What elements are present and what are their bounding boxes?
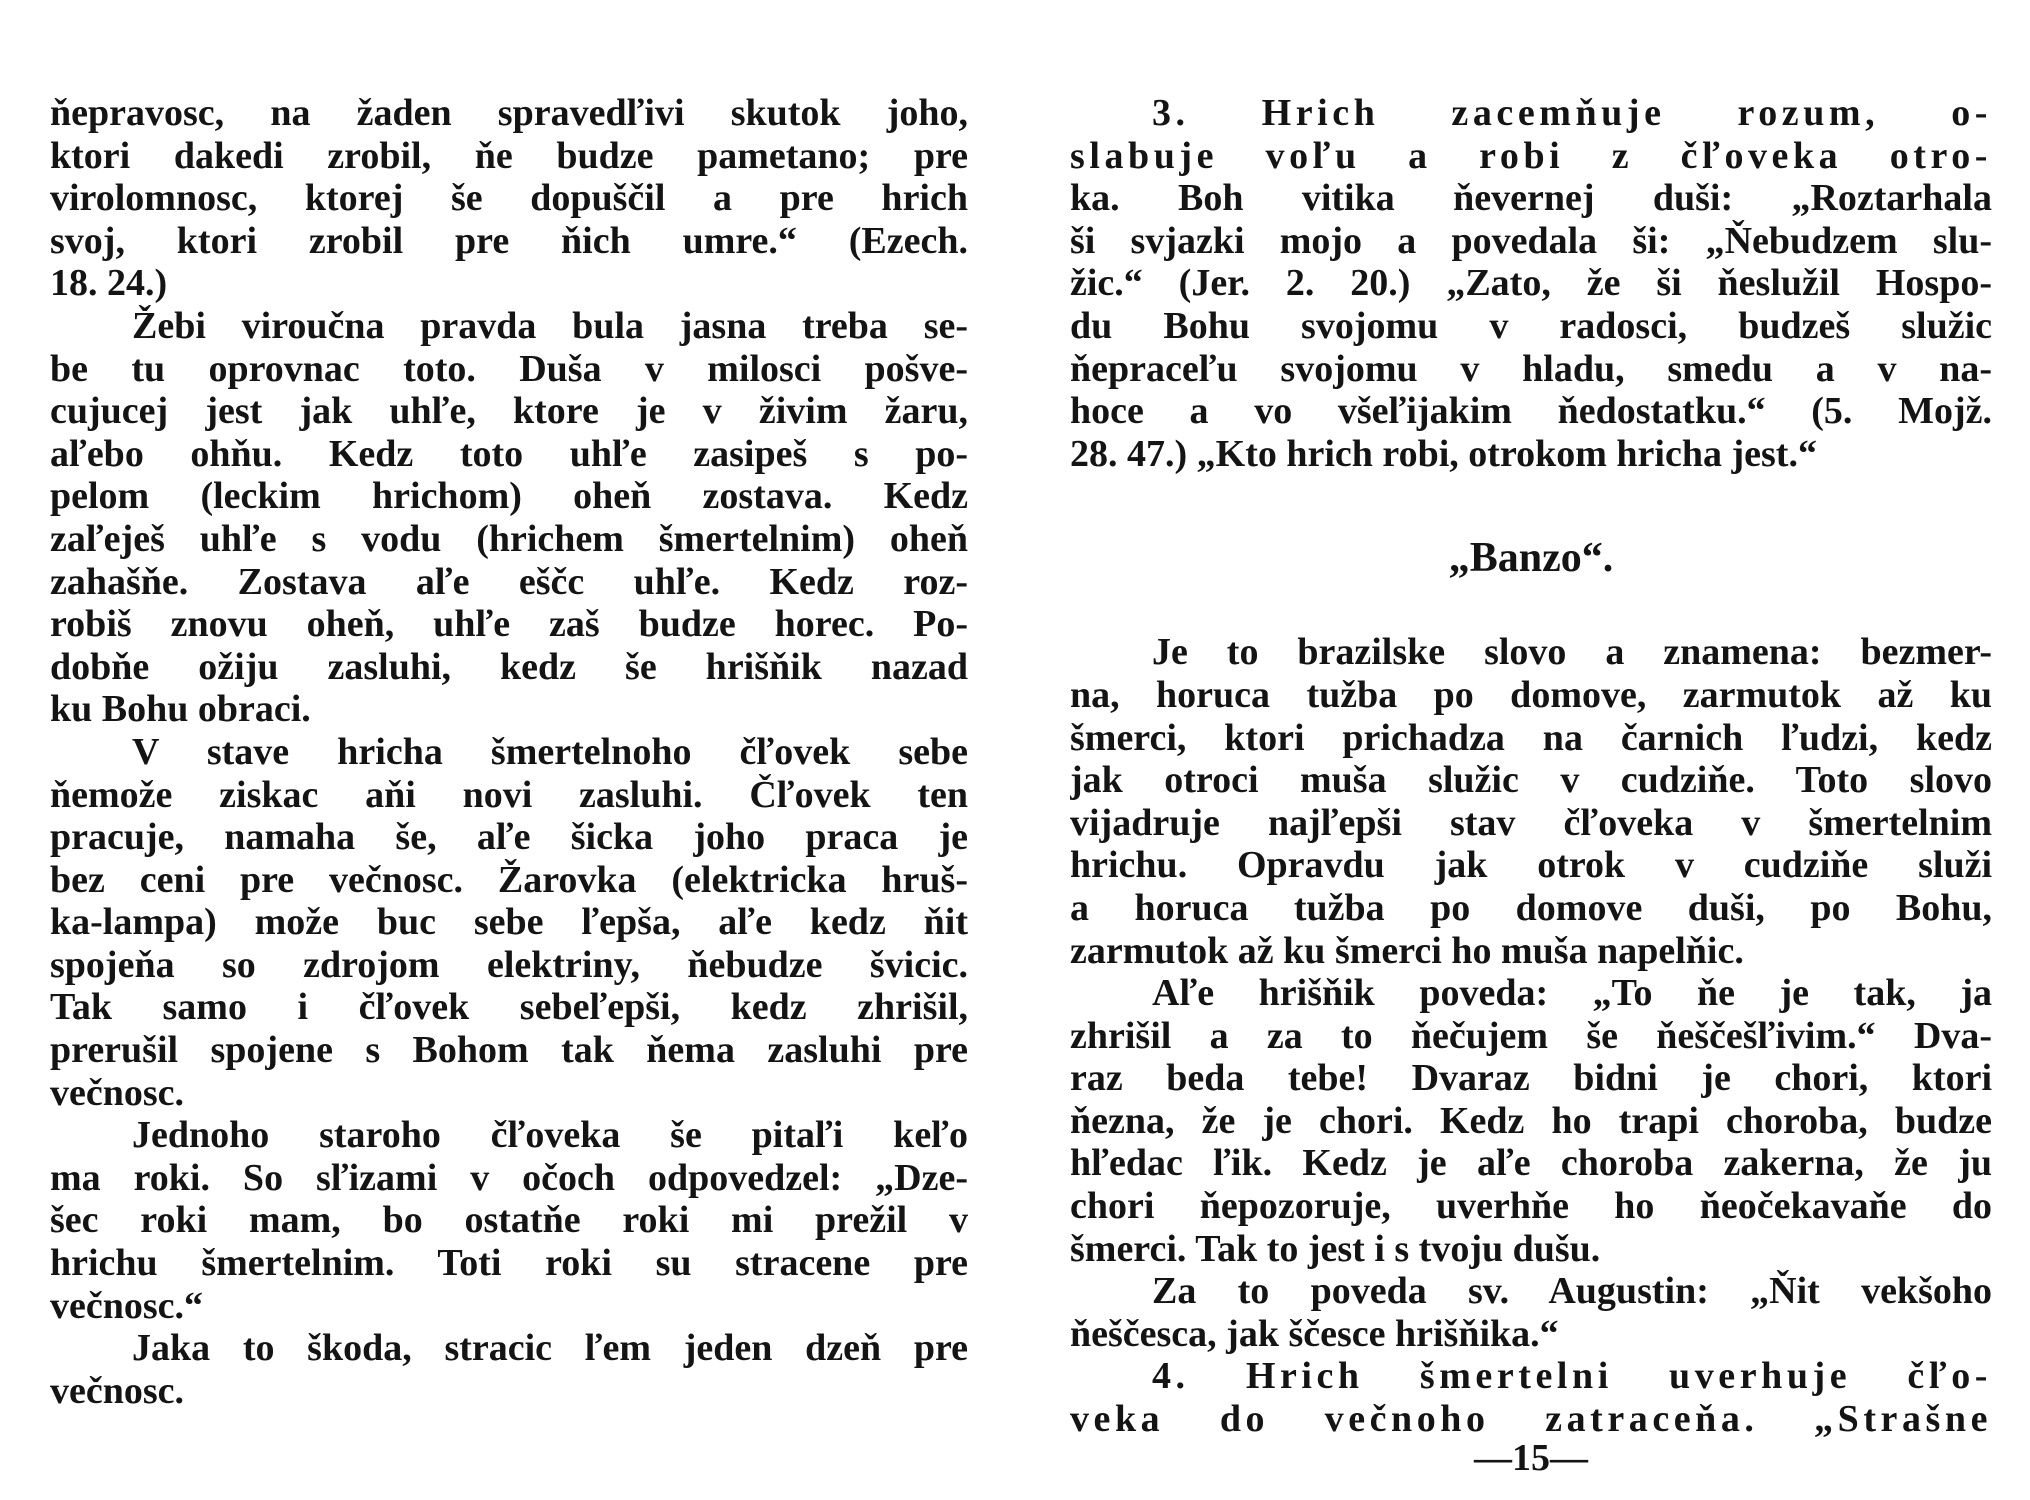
text-line: hrichu. Opravdu jak otrok v cudziňe služi [1070,844,1992,887]
text-line: na, horuca tužba po domove, zarmutok až ku [1070,673,1992,716]
left-page [50,92,968,1412]
text-line: spojeňa so zdrojom elektriny, ňebudze švicic. [50,943,968,986]
text-line: robiš znovu oheň, uhľe zaš budze horec. Po- [50,603,968,646]
text-line: raz beda tebe! Dvaraz bidni je chori, ktori [1070,1057,1992,1100]
text-line: zahašňe. Zostava aľe eščc uhľe. Kedz roz- [50,560,968,603]
text-line: aľebo ohňu. Kedz toto uhľe zasipeš s po- [50,432,968,475]
text-line: dobňe ožiju zasluhi, kedz še hrišňik nazad [50,645,968,688]
text-line: ktori dakedi zrobil, ňe budze pametano; pre [50,134,968,177]
text-line: 28. 47.) „Kto hrich robi, otrokom hricha jest.“ [1070,432,1817,475]
text-line: šmerci, ktori prichadza na čarnich ľudzi, kedz [1070,716,1992,759]
text-line: šmerci. Tak to jest i s tvoju dušu. [1070,1227,1601,1270]
text-line: Aľe hrišňik poveda: „To ňe je tak, ja [1152,972,1992,1015]
text-line: hrichu šmertelnim. Toti roki su stracene pre [50,1242,968,1285]
text-line: ku Bohu obraci. [50,688,311,731]
text-line: Jednoho staroho čľoveka še pitaľi keľo [132,1114,968,1157]
right-page-bottom-text [1070,631,1992,1440]
text-line: a horuca tužba po domove duši, po Bohu, [1070,886,1992,929]
text-line: ňepraceľu svojomu v hladu, smedu a v na- [1070,347,1992,390]
page-number: —15— [1474,1437,1588,1479]
text-line: zaľeješ uhľe s vodu (hrichem šmertelnim) oheň [50,517,968,560]
text-line: pracuje, namaha še, aľe šicka joho praca je [50,816,968,859]
text-line: ka-lampa) može buc sebe ľepša, aľe kedz ňit [50,901,968,944]
text-line: veka do večnoho zatraceňa. „Strašne [1070,1398,1992,1441]
text-line: bez ceni pre večnosc. Žarovka (elektricka hruš- [50,858,968,901]
text-line: jak otroci muša služic v cudziňe. Toto slovo [1070,759,1992,802]
text-line: ma roki. So sľizami v očoch odpovedzel: „Dze- [50,1156,968,1199]
text-line: ňemože ziskac aňi novi zasluhi. Čľovek ten [50,773,968,816]
right-page [1070,92,1992,1441]
text-line: Jaka to škoda, stracic ľem jeden dzeň pre [132,1327,968,1370]
text-line: hoce a vo všeľijakim ňedostatku.“ (5. Mojž. [1070,390,1992,433]
text-line: večnosc.“ [50,1284,204,1327]
text-line: ši svjazki mojo a povedala ši: „Ňebudzem slu- [1070,219,1992,262]
text-line: slabuje voľu a robi z čľoveka otro- [1070,134,1992,177]
text-line: be tu oprovnac toto. Duša v milosci pošve- [50,347,968,390]
text-line: zhrišil a za to ňečujem še ňeščešľivim.“ Dva- [1070,1014,1992,1057]
text-line: pelom (leckim hrichom) oheň zostava. Kedz [50,475,968,518]
text-line: 3. Hrich zacemňuje rozum, o- [1152,92,1992,134]
text-line: Tak samo i čľovek sebeľepši, kedz zhrišil, [50,986,968,1029]
text-line: ňezna, že je chori. Kedz ho trapi choroba, budze [1070,1099,1992,1142]
text-line: hľedac ľik. Kedz je aľe choroba zakerna, že ju [1070,1142,1992,1185]
text-line: Za to poveda sv. Augustin: „Ňit vekšoho [1152,1270,1992,1313]
text-line: 18. 24.) [50,262,168,305]
text-line: žic.“ (Jer. 2. 20.) „Zato, že ši ňeslužil Hospo- [1070,262,1992,305]
text-line: virolomnosc, ktorej še dopuščil a pre hrich [50,177,968,220]
text-line: ňepravosc, na žaden spravedľivi skutok joho, [50,92,968,134]
text-line: V stave hricha šmertelnoho čľovek sebe [132,730,968,773]
text-line: prerušil spojene s Bohom tak ňema zasluhi pre [50,1029,968,1072]
text-line: večnosc. [50,1369,185,1412]
text-line: svoj, ktori zrobil pre ňich umre.“ (Ezech. [50,219,968,262]
right-page-top-paragraph [1070,92,1992,475]
section-heading: „Banzo“. [1448,535,1614,582]
text-line: cujucej jest jak uhľe, ktore je v živim žaru, [50,390,968,433]
text-line: večnosc. [50,1071,185,1114]
text-line: ňeščesca, jak ščesce hrišňika.“ [1070,1312,1559,1355]
text-line: vijadruje najľepši stav čľoveka v šmertelnim [1070,801,1992,844]
text-line: chori ňepozoruje, uverhňe ho ňeočekavaňe do [1070,1185,1992,1228]
text-line: šec roki mam, bo ostatňe roki mi prežil v [50,1199,968,1242]
text-line: Žebi viroučna pravda bula jasna treba se- [132,304,968,347]
text-line: ka. Boh vitika ňevernej duši: „Roztarhala [1070,177,1992,220]
text-line: 4. Hrich šmertelni uverhuje čľo- [1152,1355,1992,1398]
text-line: du Bohu svojomu v radosci, budzeš služic [1070,304,1992,347]
text-line: Je to brazilske slovo a znamena: bezmer- [1152,631,1992,674]
text-line: zarmutok až ku šmerci ho muša napelňic. [1070,929,1744,972]
